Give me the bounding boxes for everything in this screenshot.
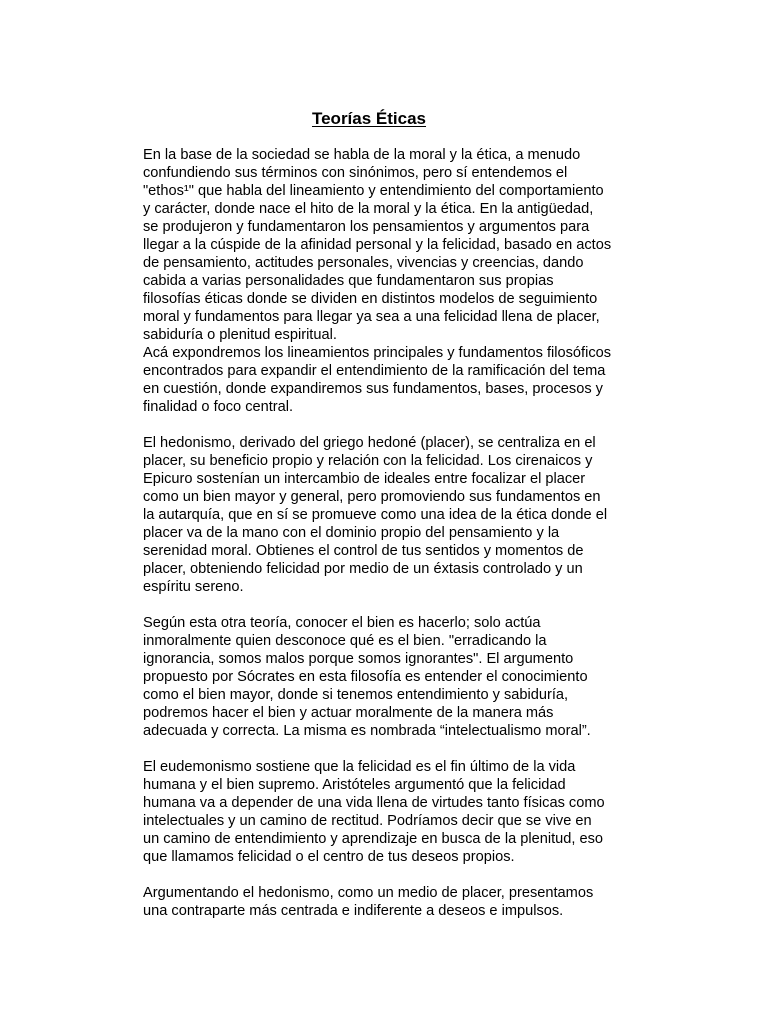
document-body <box>143 146 629 920</box>
text-line: sabiduría o plenitud espiritual. <box>143 327 337 343</box>
text-line: confundiendo sus términos con sinónimos, pero sí entendemos el <box>143 165 568 181</box>
paragraph-outline <box>143 344 629 416</box>
paragraph-intellectualism <box>143 614 629 740</box>
text-line: espíritu sereno. <box>143 579 244 595</box>
text-line: El eudemonismo sostiene que la felicidad es el fin último de la vida <box>143 759 576 775</box>
text-line: de pensamiento, actitudes personales, vivencias y creencias, dando <box>143 255 584 271</box>
text-line: la autarquía, que en sí se promueve como una idea de la ética donde el <box>143 507 608 523</box>
text-line: placer, obteniendo felicidad por medio de un éxtasis controlado y un <box>143 561 583 577</box>
text-line: Acá expondremos los lineamientos principales y fundamentos filosóficos <box>143 345 612 361</box>
text-line: humana va a depender de una vida llena de virtudes tanto físicas como <box>143 795 605 811</box>
text-line: intelectuales y un camino de rectitud. Podríamos decir que se vive en <box>143 813 592 829</box>
text-line: filosofías éticas donde se dividen en distintos modelos de seguimiento <box>143 291 598 307</box>
document-title: Teorías Éticas <box>311 109 427 128</box>
text-line: que llamamos felicidad o el centro de tus deseos propios. <box>143 849 515 865</box>
text-line: cabida a varias personalidades que fundamentaron sus propias <box>143 273 554 289</box>
text-line: podremos hacer el bien y actuar moralmente de la manera más <box>143 705 554 721</box>
paragraph-eudemonism <box>143 758 629 866</box>
text-line: encontrados para expandir el entendimiento de la ramificación del tema <box>143 363 606 379</box>
text-line: como un bien mayor y general, pero promoviendo sus fundamentos en <box>143 489 601 505</box>
text-line: propuesto por Sócrates en esta filosofía es entender el conocimiento <box>143 669 588 685</box>
text-line: llegar a la cúspide de la afinidad personal y la felicidad, basado en actos <box>143 237 612 253</box>
text-line: Epicuro sostenían un intercambio de ideales entre focalizar el placer <box>143 471 586 487</box>
text-line: se produjeron y fundamentaron los pensamientos y argumentos para <box>143 219 590 235</box>
text-line: serenidad moral. Obtienes el control de tus sentidos y momentos de <box>143 543 584 559</box>
text-line: moral y fundamentos para llegar ya sea a una felicidad llena de placer, <box>143 309 600 325</box>
text-line: humana y el bien supremo. Aristóteles argumentó que la felicidad <box>143 777 566 793</box>
text-line: Según esta otra teoría, conocer el bien es hacerlo; solo actúa <box>143 615 541 631</box>
paragraph-hedonism <box>143 434 629 596</box>
text-line: inmoralmente quien desconoce qué es el bien. "erradicando la <box>143 633 547 649</box>
text-line: finalidad o foco central. <box>143 399 294 415</box>
text-line: placer, su beneficio propio y relación con la felicidad. Los cirenaicos y <box>143 453 593 469</box>
text-line: una contraparte más centrada e indiferente a deseos e impulsos. <box>143 903 564 919</box>
paragraph-ethics-intro <box>143 146 629 344</box>
text-line: y carácter, donde nace el hito de la moral y la ética. En la antigüedad, <box>143 201 594 217</box>
text-line: un camino de entendimiento y aprendizaje en busca de la plenitud, eso <box>143 831 604 847</box>
text-line: El hedonismo, derivado del griego hedoné (placer), se centraliza en el <box>143 435 596 451</box>
text-line: placer va de la mano con el dominio propio del pensamiento y la <box>143 525 560 541</box>
paragraph-counterpart <box>143 884 629 920</box>
text-line: en cuestión, donde expandiremos sus fundamentos, bases, procesos y <box>143 381 603 397</box>
text-line: ignorancia, somos malos porque somos ignorantes". El argumento <box>143 651 574 667</box>
text-line: como el bien mayor, donde si tenemos entendimiento y sabiduría, <box>143 687 569 703</box>
text-line: adecuada y correcta. La misma es nombrada “intelectualismo moral”. <box>143 723 591 739</box>
text-line: Argumentando el hedonismo, como un medio de placer, presentamos <box>143 885 594 901</box>
text-line: "ethos¹" que habla del lineamiento y entendimiento del comportamiento <box>143 183 604 199</box>
text-line: En la base de la sociedad se habla de la moral y la ética, a menudo <box>143 147 581 163</box>
